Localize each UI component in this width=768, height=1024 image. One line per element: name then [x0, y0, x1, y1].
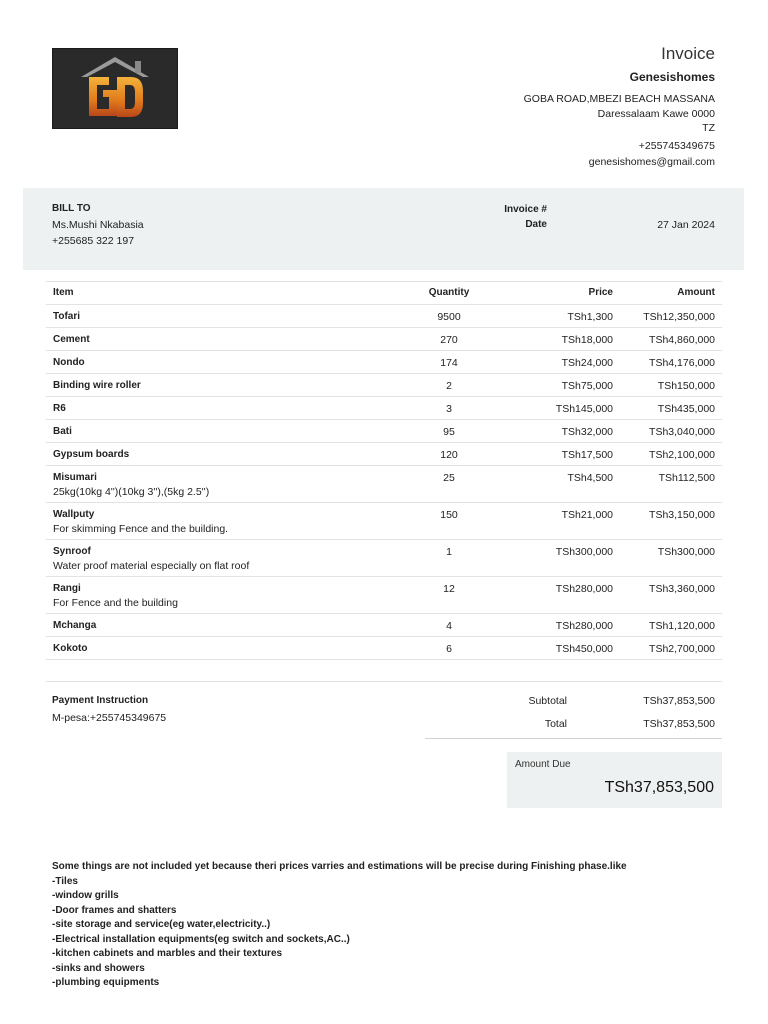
- item-cell: [46, 466, 402, 503]
- notes-list-item: -Electrical installation equipments(eg switch and sockets,AC..): [52, 933, 350, 945]
- item-cell: [46, 328, 402, 351]
- totals-block: [425, 692, 722, 739]
- item-cell: [46, 397, 402, 420]
- bill-to-block: [52, 203, 144, 249]
- quantity-cell: 9500: [402, 305, 496, 328]
- company-email: genesishomes@gmail.com: [588, 156, 715, 168]
- table-row: [46, 374, 722, 397]
- quantity-cell: 120: [402, 443, 496, 466]
- notes-list-item: -site storage and service(eg water,electricity..): [52, 919, 271, 930]
- price-cell: TSh1,300: [496, 305, 620, 328]
- item-cell: [46, 637, 402, 660]
- item-name: R6: [53, 403, 66, 414]
- amount-cell: TSh150,000: [620, 374, 722, 397]
- price-cell: TSh18,000: [496, 328, 620, 351]
- item-name: Mchanga: [53, 620, 97, 631]
- quantity-cell: 95: [402, 420, 496, 443]
- footer-divider: [46, 681, 722, 682]
- price-cell: TSh24,000: [496, 351, 620, 374]
- company-address-line1: GOBA ROAD,MBEZI BEACH MASSANA: [523, 93, 715, 105]
- notes-intro: Some things are not included yet because theri prices varries and estimations will be precise during Finishing phase.like: [52, 861, 627, 872]
- price-cell: TSh280,000: [496, 577, 620, 614]
- item-name: Wallputy: [53, 509, 95, 520]
- payment-text: M-pesa:+255745349675: [52, 712, 167, 724]
- table-row: [46, 577, 722, 614]
- item-cell: [46, 420, 402, 443]
- quantity-cell: 12: [402, 577, 496, 614]
- amount-due-box: [507, 752, 722, 808]
- price-cell: TSh280,000: [496, 614, 620, 637]
- invoice-number-label: Invoice #: [504, 204, 547, 215]
- subtotal-label: Subtotal: [528, 695, 567, 707]
- item-cell: [46, 503, 402, 540]
- table-row: [46, 443, 722, 466]
- quantity-cell: 25: [402, 466, 496, 503]
- table-row: [46, 328, 722, 351]
- column-header-price: Price: [496, 282, 620, 305]
- item-name: Tofari: [53, 311, 81, 322]
- bill-to-phone: +255685 322 197: [52, 235, 135, 247]
- company-block: [524, 44, 715, 170]
- bill-to-label: BILL TO: [52, 203, 91, 214]
- invoice-date-value: 27 Jan 2024: [657, 218, 715, 231]
- column-header-item: Item: [46, 282, 402, 305]
- bill-to-band: [23, 188, 744, 270]
- price-cell: TSh4,500: [496, 466, 620, 503]
- table-row: [46, 637, 722, 660]
- price-cell: TSh21,000: [496, 503, 620, 540]
- item-name: Kokoto: [53, 643, 88, 654]
- item-cell: [46, 577, 402, 614]
- amount-cell: TSh2,100,000: [620, 443, 722, 466]
- document-title: Invoice: [661, 44, 715, 63]
- item-name: Bati: [53, 426, 72, 437]
- totals-divider: [425, 738, 722, 739]
- item-description: For skimming Fence and the building.: [53, 523, 229, 535]
- item-name: Cement: [53, 334, 90, 345]
- table-row: [46, 503, 722, 540]
- table-row: [46, 614, 722, 637]
- invoice-meta: [455, 203, 715, 232]
- table-row: [46, 305, 722, 328]
- quantity-cell: 1: [402, 540, 496, 577]
- company-country: TZ: [702, 122, 715, 134]
- invoice-date-label: Date: [525, 218, 547, 230]
- total-value: TSh37,853,500: [643, 718, 715, 730]
- subtotal-value: TSh37,853,500: [643, 695, 715, 707]
- amount-due-value: TSh37,853,500: [604, 779, 714, 796]
- price-cell: TSh32,000: [496, 420, 620, 443]
- amount-cell: TSh3,040,000: [620, 420, 722, 443]
- total-label: Total: [544, 718, 567, 730]
- table-row: [46, 466, 722, 503]
- table-row: [46, 397, 722, 420]
- amount-cell: TSh112,500: [620, 466, 722, 503]
- line-items-table: [46, 281, 722, 660]
- notes-list-item: -window grills: [52, 890, 119, 901]
- company-name: Genesishomes: [629, 70, 715, 84]
- item-description: 25kg(10kg 4'')(10kg 3''),(5kg 2.5''): [53, 486, 210, 498]
- price-cell: TSh450,000: [496, 637, 620, 660]
- company-logo: [52, 48, 178, 129]
- bill-to-name: Ms.Mushi Nkabasia: [52, 219, 144, 231]
- item-name: Rangi: [53, 583, 81, 594]
- item-name: Nondo: [53, 357, 85, 368]
- item-name: Gypsum boards: [53, 449, 130, 460]
- quantity-cell: 150: [402, 503, 496, 540]
- item-description: Water proof material especially on flat roof: [53, 560, 250, 572]
- table-header-row: [46, 282, 722, 305]
- table-row: [46, 540, 722, 577]
- payment-instruction: [52, 695, 166, 724]
- amount-cell: TSh435,000: [620, 397, 722, 420]
- amount-cell: TSh2,700,000: [620, 637, 722, 660]
- notes-section: [52, 860, 712, 991]
- amount-cell: TSh12,350,000: [620, 305, 722, 328]
- amount-cell: TSh300,000: [620, 540, 722, 577]
- amount-cell: TSh4,176,000: [620, 351, 722, 374]
- invoice-number-value: [547, 203, 715, 218]
- item-name: Synroof: [53, 546, 91, 557]
- price-cell: TSh17,500: [496, 443, 620, 466]
- item-cell: [46, 374, 402, 397]
- price-cell: TSh300,000: [496, 540, 620, 577]
- item-name: Misumari: [53, 472, 97, 483]
- item-cell: [46, 540, 402, 577]
- notes-list-item: -plumbing equipments: [52, 977, 160, 988]
- table-row: [46, 420, 722, 443]
- quantity-cell: 3: [402, 397, 496, 420]
- quantity-cell: 4: [402, 614, 496, 637]
- item-name: Binding wire roller: [53, 380, 141, 391]
- item-cell: [46, 614, 402, 637]
- company-phone: +255745349675: [638, 139, 715, 152]
- gd-house-logo-icon: [53, 49, 177, 128]
- notes-list-item: -sinks and showers: [52, 962, 145, 974]
- table-row: [46, 351, 722, 374]
- notes-list-item: -kitchen cabinets and marbles and their textures: [52, 948, 283, 959]
- quantity-cell: 6: [402, 637, 496, 660]
- amount-cell: TSh1,120,000: [620, 614, 722, 637]
- quantity-cell: 270: [402, 328, 496, 351]
- company-address-line2: Daressalaam Kawe 0000: [597, 107, 715, 120]
- item-cell: [46, 351, 402, 374]
- amount-cell: TSh3,150,000: [620, 503, 722, 540]
- payment-label: Payment Instruction: [52, 695, 149, 706]
- price-cell: TSh145,000: [496, 397, 620, 420]
- amount-cell: TSh4,860,000: [620, 328, 722, 351]
- item-description: For Fence and the building: [53, 597, 178, 609]
- quantity-cell: 2: [402, 374, 496, 397]
- amount-cell: TSh3,360,000: [620, 577, 722, 614]
- quantity-cell: 174: [402, 351, 496, 374]
- item-cell: [46, 305, 402, 328]
- column-header-quantity: Quantity: [402, 282, 496, 305]
- price-cell: TSh75,000: [496, 374, 620, 397]
- notes-list-item: -Door frames and shatters: [52, 904, 177, 916]
- column-header-amount: Amount: [620, 282, 722, 305]
- amount-due-label: Amount Due: [515, 759, 571, 770]
- item-cell: [46, 443, 402, 466]
- notes-list-item: -Tiles: [52, 875, 78, 887]
